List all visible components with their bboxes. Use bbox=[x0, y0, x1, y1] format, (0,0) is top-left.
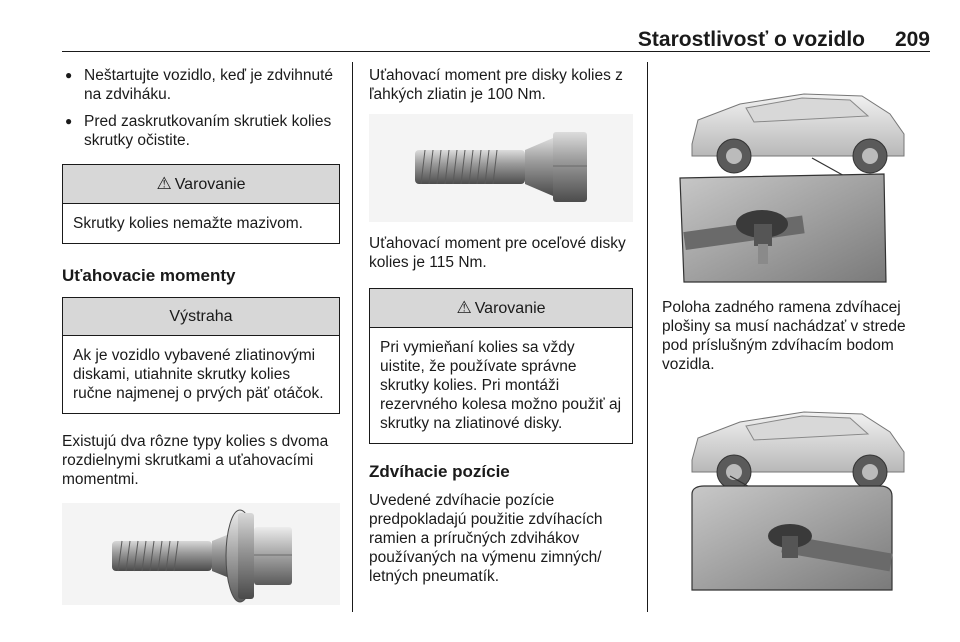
bullet-item: ● Neštartujte vozidlo, keď je zdvihnuté na zdviháku. bbox=[62, 66, 340, 104]
paragraph: Uťahovací moment pre disky kolies z ľahkých zliatin je 100 Nm. bbox=[369, 67, 623, 103]
warning-triangle-icon: ⚠ bbox=[456, 298, 472, 317]
caution-box bbox=[62, 297, 340, 414]
section-title: Uťahovacie momenty bbox=[62, 266, 236, 285]
wheel-bolt-alloy-illustration bbox=[62, 503, 340, 605]
warning-text: Pri vymieňaní kolies sa vždy uistite, že používate správne skrutky kolies. Pri montáži rezervného kolesa možno použiť aj skrutky na zliatinové disky. bbox=[380, 339, 622, 432]
warning-triangle-icon: ⚠ bbox=[156, 174, 172, 193]
paragraph: Uťahovací moment pre oceľové disky kolies je 115 Nm. bbox=[369, 235, 626, 271]
paragraph: Existujú dva rôzne typy kolies s dvoma rozdielnymi skrutkami a uťahovacími momentmi. bbox=[62, 433, 329, 488]
column-2 bbox=[369, 64, 633, 586]
wheel-bolt-steel-illustration bbox=[369, 114, 633, 222]
column-3 bbox=[662, 64, 930, 594]
figure-caption: Poloha zadného ramena zdvíhacej plošiny sa musí nachádzať v strede pod príslušným zdvíhacím bodom vozidla. bbox=[662, 299, 906, 373]
warning-header bbox=[63, 165, 339, 204]
header-title: Starostlivosť o vozidlo bbox=[637, 28, 865, 51]
column-divider-1 bbox=[352, 62, 353, 612]
warning-title: Varovanie bbox=[174, 176, 246, 193]
bullet-item: ● Pred zaskrutkovaním skrutiek kolies skrutky očistite. bbox=[62, 112, 340, 150]
section-title: Zdvíhacie pozície bbox=[369, 462, 510, 481]
caution-header: Výstraha bbox=[63, 298, 339, 336]
column-1 bbox=[62, 64, 340, 605]
paragraph: Uvedené zdvíhacie pozície predpokladajú použitie zdvíhacích ramien a príručných zdvihákov používaných na výmenu zimných/ letných pneumatík. bbox=[369, 492, 603, 585]
lifting-point-rear-illustration bbox=[662, 394, 930, 594]
warning-box bbox=[369, 288, 633, 444]
warning-title: Varovanie bbox=[474, 300, 546, 317]
warning-box bbox=[62, 164, 340, 244]
column-divider-2 bbox=[647, 62, 648, 612]
warning-text: Skrutky kolies nemažte mazivom. bbox=[73, 215, 303, 232]
caution-text: Ak je vozidlo vybavené zliatinovými diskami, utiahnite skrutky kolies ručne najmenej o prvých päť otáčok. bbox=[73, 347, 324, 402]
header-rule bbox=[62, 51, 930, 52]
page-number: 209 bbox=[894, 28, 930, 51]
warning-header bbox=[370, 289, 632, 328]
lifting-point-front-illustration bbox=[662, 74, 930, 284]
